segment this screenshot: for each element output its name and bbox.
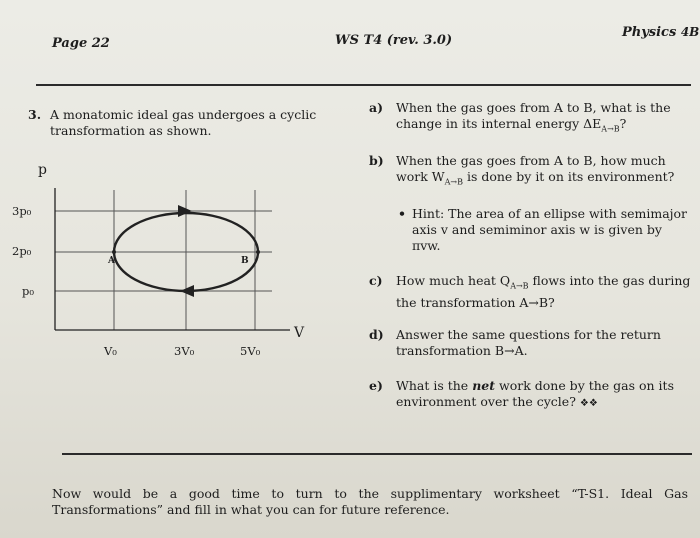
problem-number: 3. (28, 107, 42, 122)
y-tick-3p0: 3p₀ (12, 204, 32, 218)
question-c-body-1: How much heat Q (396, 273, 511, 288)
question-e-text (396, 378, 693, 412)
y-tick-2p0: 2p₀ (12, 244, 32, 258)
question-e-body-2: work done by the gas on its environment over the cycle? (396, 378, 674, 409)
x-tick-3v0: 3V₀ (174, 344, 195, 358)
question-b-body-2: is done by it on its environment? (462, 169, 675, 184)
worksheet-title: WS T4 (rev. 3.0) (335, 33, 453, 48)
question-d-label: d) (369, 327, 384, 342)
question-b-sub: A→B (444, 177, 463, 187)
pv-diagram (0, 150, 340, 360)
hint-text: Hint: The area of an ellipse with semimajor axis v and semiminor axis w is given by πvw. (412, 206, 688, 253)
question-e-body-1: What is the (396, 378, 473, 393)
question-e-label: e) (369, 378, 383, 393)
question-b-text (396, 153, 693, 191)
question-b-body-1: When the gas goes from A to B, how much work W (396, 153, 666, 184)
page-number: Page 22 (52, 36, 110, 51)
footer-note: Now would be a good time to turn to the supplimentary worksheet “T-S1. Ideal Gas Transformations” and fill in what you can for future reference. (52, 486, 688, 517)
arrow-top-right (178, 205, 192, 217)
difficulty-stars-icon: ❖❖ (579, 398, 598, 409)
question-a-text (396, 100, 693, 138)
question-a-end: ? (619, 116, 627, 131)
question-c-sub: A→B (510, 281, 529, 291)
x-axis-label: V (294, 325, 305, 341)
y-axis-label: p (38, 162, 47, 178)
x-tick-v0: V₀ (104, 344, 117, 358)
point-b-label: B (241, 256, 249, 266)
question-c-label: c) (369, 273, 383, 288)
question-b-label: b) (369, 153, 384, 168)
course-mark: 4B (680, 25, 700, 39)
question-a-label: a) (369, 100, 384, 115)
question-c-body-2: flows into the gas during the transformation A→B? (396, 273, 691, 310)
problem-statement: A monatomic ideal gas undergoes a cyclic transformation as shown. (50, 107, 317, 138)
course-name (622, 25, 699, 40)
point-a-dot (112, 250, 116, 254)
x-tick-5v0: 5V₀ (240, 344, 261, 358)
course-label: Physics (622, 25, 677, 40)
point-a-label: A (108, 256, 115, 266)
point-b-dot (256, 250, 260, 254)
question-e-net: net (472, 378, 496, 393)
question-a-body: When the gas goes from A to B, what is the change in its internal energy ΔE (396, 100, 671, 131)
question-a-sub: A→B (601, 124, 620, 134)
header-rule (36, 84, 691, 86)
y-tick-p0: p₀ (22, 284, 34, 298)
question-c-text (396, 273, 693, 311)
footer-rule (62, 453, 692, 455)
question-d-text: Answer the same questions for the return transformation B→A. (396, 327, 661, 358)
arrow-bottom-left (180, 285, 194, 297)
hint-bullet: • (398, 206, 406, 221)
